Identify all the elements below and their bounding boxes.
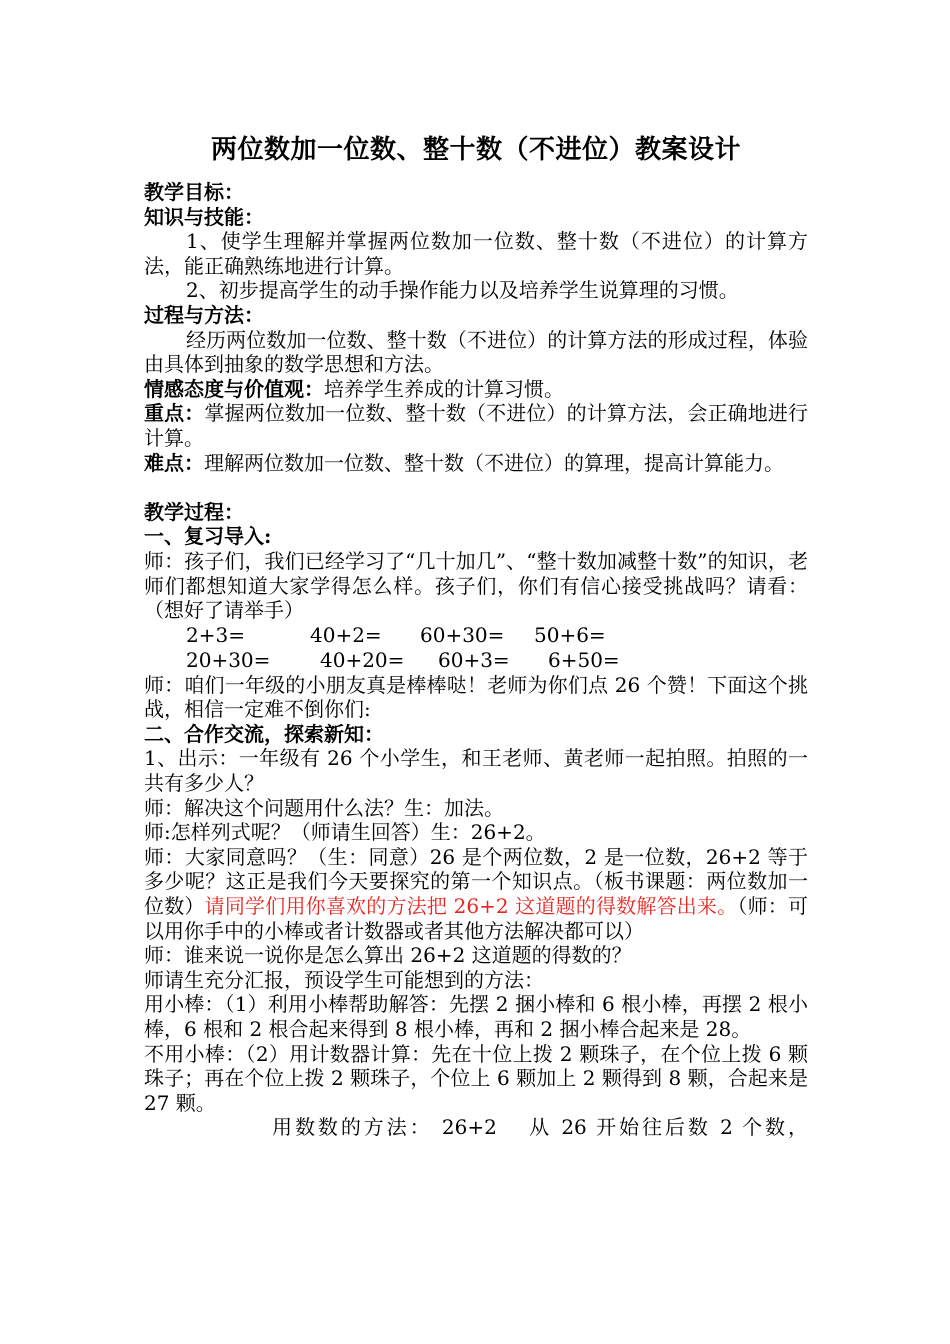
section2-text-b: （师：可以用你手中的小棒或者计数器或者其他方法解决都可以） [144, 894, 809, 943]
document-title: 两位数加一位数、整十数（不进位）教案设计 [210, 135, 741, 165]
equation: 60+30= [420, 622, 505, 647]
knowledge-heading: 知识与技能： [144, 204, 264, 229]
goals-heading: 教学目标： [144, 180, 244, 204]
equation: 20+30= [186, 647, 271, 672]
equation: 6+50= [548, 647, 620, 672]
procedure-heading: 教学过程： [144, 499, 244, 524]
equation: 60+3= [438, 647, 510, 672]
equation: 40+20= [320, 647, 405, 672]
key-text: 掌握两位数加一位数、整十数（不进位）的计算方法，会正确地进行计算。 [144, 401, 808, 450]
difficulty-heading: 难点： [144, 450, 204, 475]
equations-row-1 [144, 623, 808, 648]
equations-row-2 [144, 648, 808, 673]
section2-dialogue-3 [144, 845, 808, 943]
knowledge-item-1: 1、使学生理解并掌握两位数加一位数、整十数（不进位）的计算方法，能正确熟练地进行计算。 [144, 229, 808, 278]
process-heading: 过程与方法： [144, 302, 264, 327]
section1-heading: 一、复习导入: [144, 524, 272, 549]
method-counter: 不用小棒：（2）用计数器计算：先在十位上拨 2 颗珠子，在个位上拨 6 颗珠子；再在个位上拨 2 颗珠子，个位上 6 颗加上 2 颗得到 8 颗，合起来是 27 颗。 [144, 1041, 808, 1115]
section2-problem: 1、出示：一年级有 26 个小学生，和王老师、黄老师一起拍照。拍照的一共有多少人？ [144, 746, 808, 796]
equation: 40+2= [310, 622, 382, 647]
section1-paragraph: 师：孩子们，我们已经学习了“几十加几”、“整十数加减整十数”的知识，老师们都想知道大家学得怎么样。孩子们，你们有信心接受挑战吗？请看：（想好了请举手） [144, 548, 808, 623]
section2-question: 师：谁来说一说你是怎么算出 26+2 这道题的得数的？ [144, 943, 632, 968]
section2-highlight: 请同学们用你喜欢的方法把 26+2 这道题的得数解答出来。 [204, 894, 738, 919]
knowledge-item-2: 2、初步提高学生的动手操作能力以及培养学生说算理的习惯。 [186, 278, 739, 303]
section2-dialogue-1: 师：解决这个问题用什么法？生：加法。 [144, 795, 504, 820]
section2-text-a: 师：大家同意吗？（生：同意）26 是个两位数，2 是一位数，26+2 等于多少呢？这正是我们今天要探究的第一个知识点。（板书课题：两位数加一位数） [144, 844, 808, 919]
emotion-text: 培养学生养成的计算习惯。 [324, 376, 564, 401]
equation: 2+3= [186, 622, 245, 647]
key-heading: 重点： [144, 401, 205, 426]
method-counting: 用数数的方法： 26+2 从 26 开始往后数 2 个数， [272, 1115, 808, 1140]
section2-report: 师请生充分汇报，预设学生可能想到的方法： [144, 967, 544, 992]
document-page [144, 128, 808, 1140]
process-text: 经历两位数加一位数、整十数（不进位）的计算方法的形成过程，体验由具体到抽象的数学思想和方法。 [144, 327, 808, 377]
difficulty-paragraph [144, 451, 808, 476]
difficulty-text: 理解两位数加一位数、整十数（不进位）的算理，提高计算能力。 [204, 450, 784, 475]
equation: 50+6= [534, 622, 606, 647]
section2-heading: 二、合作交流，探索新知： [144, 721, 384, 746]
section2-dialogue-2: 师:怎样列式呢？（师请生回答）生：26+2。 [144, 820, 546, 845]
key-paragraph [144, 401, 808, 450]
emotion-paragraph [144, 377, 808, 402]
section1-praise: 师：咱们一年级的小朋友真是棒棒哒！老师为你们点 26 个赞！下面这个挑战，相信一定难不倒你们: [144, 672, 808, 722]
method-sticks: 用小棒：（1）利用小棒帮助解答：先摆 2 捆小棒和 6 根小棒，再摆 2 根小棒，6 根和 2 根合起来得到 8 根小棒，再和 2 捆小棒合起来是 28。 [144, 992, 808, 1041]
emotion-heading: 情感态度与价值观： [144, 376, 324, 401]
blank-line [144, 475, 808, 500]
